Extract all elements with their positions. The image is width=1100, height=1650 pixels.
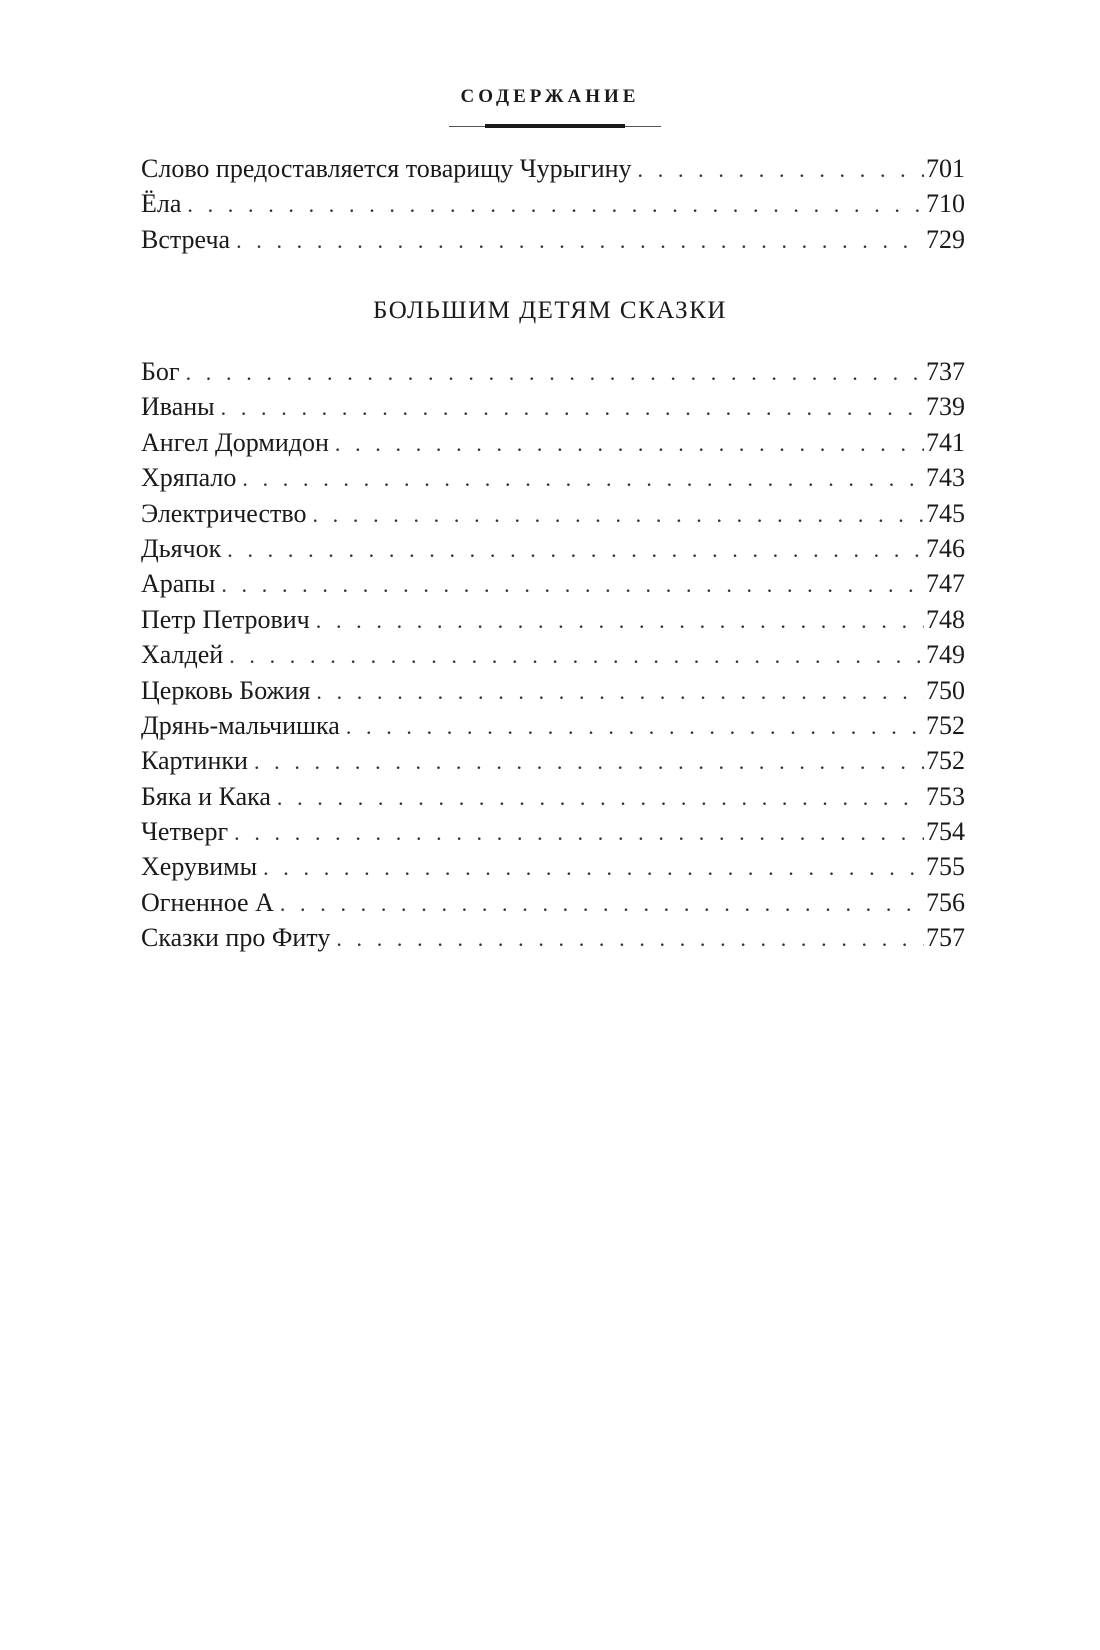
toc-entry-title: Картинки	[141, 746, 248, 776]
toc-leader-dots	[277, 780, 924, 815]
toc-entry-title: Четверг	[141, 817, 229, 847]
toc-entry-page: 756	[926, 887, 965, 917]
toc-entry-title: Электричество	[141, 498, 307, 528]
toc-entry-title: Бяка и Кака	[141, 781, 271, 811]
toc-entry-page: 701	[926, 154, 965, 183]
toc-entry-title: Петр Петрович	[141, 604, 310, 634]
toc-entry-title: Ангел Дормидон	[141, 427, 329, 457]
toc-leader-dots	[254, 744, 924, 779]
toc-entry-title: Дрянь-мальчишка	[141, 710, 340, 740]
toc-entry-title: Бог	[141, 357, 180, 386]
toc-entry-title: Слово предоставляется товарищу Чурыгину	[141, 154, 632, 183]
toc-leader-dots	[234, 815, 924, 850]
toc-entry-page: 739	[926, 392, 965, 422]
toc-entry-page: 746	[926, 533, 965, 563]
toc-entry	[141, 708, 965, 743]
toc-entry-page: 737	[926, 357, 965, 386]
toc-entry	[141, 637, 965, 672]
toc-entry-title: Херувимы	[141, 852, 258, 882]
toc-entry	[141, 186, 965, 221]
toc-leader-dots	[312, 497, 924, 532]
toc-entry-title: Церковь Божия	[141, 675, 311, 705]
running-head: СОДЕРЖАНИЕ	[460, 86, 640, 107]
toc-leader-dots	[346, 709, 924, 744]
toc-entry	[141, 222, 965, 257]
toc-leader-dots	[335, 426, 924, 461]
toc-list-second	[141, 354, 965, 956]
toc-leader-dots	[236, 223, 924, 258]
toc-entry	[141, 389, 965, 424]
toc-entry	[141, 151, 965, 186]
toc-entry	[141, 885, 965, 920]
toc-leader-dots	[242, 461, 924, 496]
toc-entry-page: 750	[926, 675, 965, 705]
toc-entry	[141, 566, 965, 601]
toc-entry-page: 754	[926, 817, 965, 847]
toc-entry-title: Халдей	[141, 640, 224, 670]
toc-entry-title: Сказки про Фиту	[141, 923, 331, 953]
toc-entry-page: 755	[926, 852, 965, 882]
toc-entry-page: 745	[926, 498, 965, 528]
toc-entry	[141, 814, 965, 849]
toc-entry	[141, 849, 965, 884]
toc-leader-dots	[263, 850, 924, 885]
toc-entry	[141, 602, 965, 637]
toc-leader-dots	[280, 886, 924, 921]
toc-entry-page: 749	[926, 640, 965, 670]
toc-leader-dots	[316, 603, 924, 638]
toc-entry-page: 752	[926, 746, 965, 776]
toc-entry	[141, 354, 965, 389]
toc-entry-page: 729	[926, 224, 965, 254]
toc-entry	[141, 531, 965, 566]
toc-entry-title: Арапы	[141, 569, 216, 599]
toc-list-first	[141, 151, 965, 257]
toc-entry-page: 741	[926, 427, 965, 457]
toc-entry-title: Хряпало	[141, 463, 237, 493]
section-heading: БОЛЬШИМ ДЕТЯМ СКАЗКИ	[373, 297, 727, 324]
toc-entry-page: 753	[926, 781, 965, 811]
toc-entry-page: 743	[926, 463, 965, 493]
toc-entry-title: Дьячок	[141, 533, 222, 563]
toc-entry-title: Встреча	[141, 224, 231, 254]
toc-entry-page: 748	[926, 604, 965, 634]
toc-leader-dots	[227, 532, 924, 567]
toc-entry-title: Ёла	[141, 189, 182, 219]
toc-entry-page: 757	[926, 923, 965, 953]
toc-entry	[141, 920, 965, 955]
toc-leader-dots	[229, 638, 924, 673]
toc-entry-page: 747	[926, 569, 965, 599]
toc-leader-dots	[186, 355, 924, 390]
toc-leader-dots	[221, 567, 924, 602]
toc-entry	[141, 743, 965, 778]
toc-entry-page: 710	[926, 189, 965, 219]
toc-entry-title: Огненное А	[141, 887, 274, 917]
toc-leader-dots	[187, 187, 924, 222]
toc-leader-dots	[221, 390, 924, 425]
toc-entry	[141, 779, 965, 814]
head-rule-ornament	[485, 124, 625, 128]
toc-leader-dots	[336, 921, 924, 956]
toc-leader-dots	[316, 674, 924, 709]
toc-entry-page: 752	[926, 710, 965, 740]
toc-entry	[141, 425, 965, 460]
toc-entry-title: Иваны	[141, 392, 215, 422]
toc-entry	[141, 460, 965, 495]
toc-entry	[141, 673, 965, 708]
toc-entry	[141, 496, 965, 531]
toc-leader-dots	[638, 152, 924, 187]
